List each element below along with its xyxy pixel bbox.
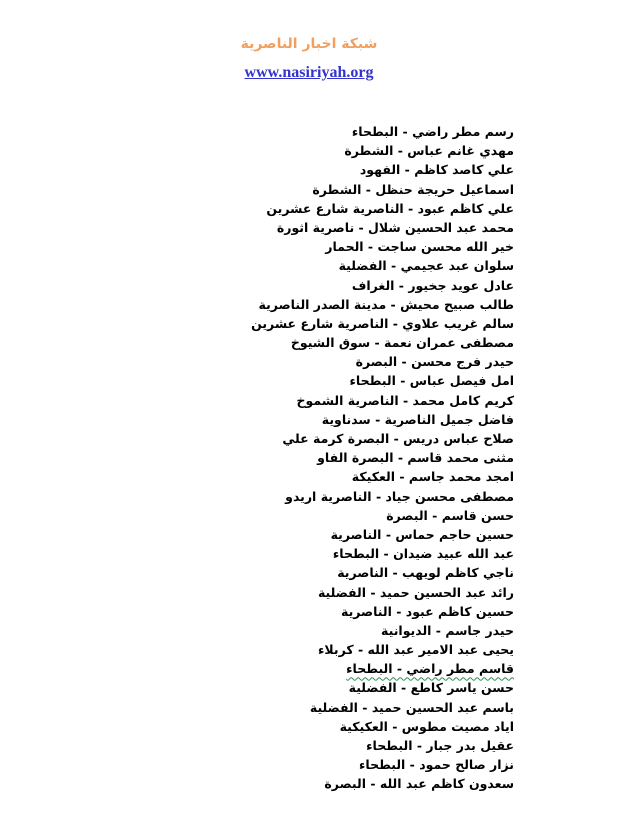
list-item: باسم عبد الحسين حميد - الفضلية bbox=[309, 699, 514, 715]
list-item: مصطفى عمران نعمة - سوق الشيوخ bbox=[290, 335, 514, 351]
list-item: محمد عبد الحسين شلال - ناصرية اثورة bbox=[276, 219, 514, 235]
list-item: حسين كاظم عبود - الناصرية bbox=[340, 603, 514, 619]
list-item: حسن قاسم - البصرة bbox=[386, 507, 514, 523]
names-list bbox=[251, 122, 514, 794]
list-item: اسماعيل حريجة حنظل - الشطرة bbox=[312, 181, 514, 197]
site-url-link[interactable]: www.nasiriyah.org bbox=[244, 64, 374, 81]
site-title: شبكة اخبار الناصرية bbox=[240, 36, 378, 52]
list-item: خير الله محسن ساجت - الحمار bbox=[325, 239, 514, 255]
list-item: سالم غريب علاوي - الناصرية شارع عشرين bbox=[251, 315, 514, 331]
list-item: سعدون كاظم عبد الله - البصرة bbox=[324, 776, 514, 792]
list-item: مصطفى محسن جياد - الناصرية اريدو bbox=[285, 488, 514, 504]
list-item: ناجي كاظم لويهب - الناصرية bbox=[337, 565, 514, 581]
list-item: حيدر جاسم - الديوانية bbox=[381, 622, 514, 638]
list-item: كريم كامل محمد - الناصرية الشموخ bbox=[296, 392, 514, 408]
list-item: طالب صبيح محيش - مدينة الصدر الناصرية bbox=[258, 296, 514, 312]
list-item: صلاح عباس دريس - البصرة كرمة علي bbox=[282, 431, 514, 446]
list-item: حسين حاجم حماس - الناصرية bbox=[330, 526, 514, 542]
list-item: عبد الله عبيد ضيدان - البطحاء bbox=[332, 546, 514, 562]
list-item: نزار صالح حمود - البطحاء bbox=[358, 757, 514, 773]
list-item: رائد عبد الحسين حميد - الفضلية bbox=[317, 584, 514, 600]
list-item: يحيى عبد الامير عبد الله - كربلاء bbox=[318, 642, 514, 658]
list-item: اياد مصيت مطوس - العكيكية bbox=[339, 718, 514, 734]
list-item: مثنى محمد قاسم - البصرة الفاو bbox=[317, 450, 514, 466]
list-item: علي كاصد كاظم - الفهود bbox=[359, 162, 514, 178]
list-item: حيدر فرج محسن - البصرة bbox=[355, 354, 514, 370]
list-item: سلوان عبد عجيمي - الفضلية bbox=[338, 258, 514, 274]
list-item: عادل عويد جخيور - الغراف bbox=[351, 277, 514, 293]
list-item: رسم مطر راضي - البطحاء bbox=[351, 124, 514, 139]
list-item: فاضل جميل الناصرية - سدناوية bbox=[321, 411, 514, 427]
list-item: حسن ياسر كاطع - الفضلية bbox=[348, 680, 514, 696]
list-item: مهدي غانم عباس - الشطرة bbox=[344, 143, 514, 159]
list-item: امجد محمد جاسم - العكيكة bbox=[351, 469, 514, 485]
list-item: علي كاظم عبود - الناصرية شارع عشرين bbox=[266, 200, 514, 216]
list-item: عقيل بدر جبار - البطحاء bbox=[366, 738, 514, 753]
list-item: امل فيصل عباس - البطحاء bbox=[349, 373, 514, 389]
list-item: قاسم مطر راضي - البطحاء bbox=[346, 661, 514, 677]
